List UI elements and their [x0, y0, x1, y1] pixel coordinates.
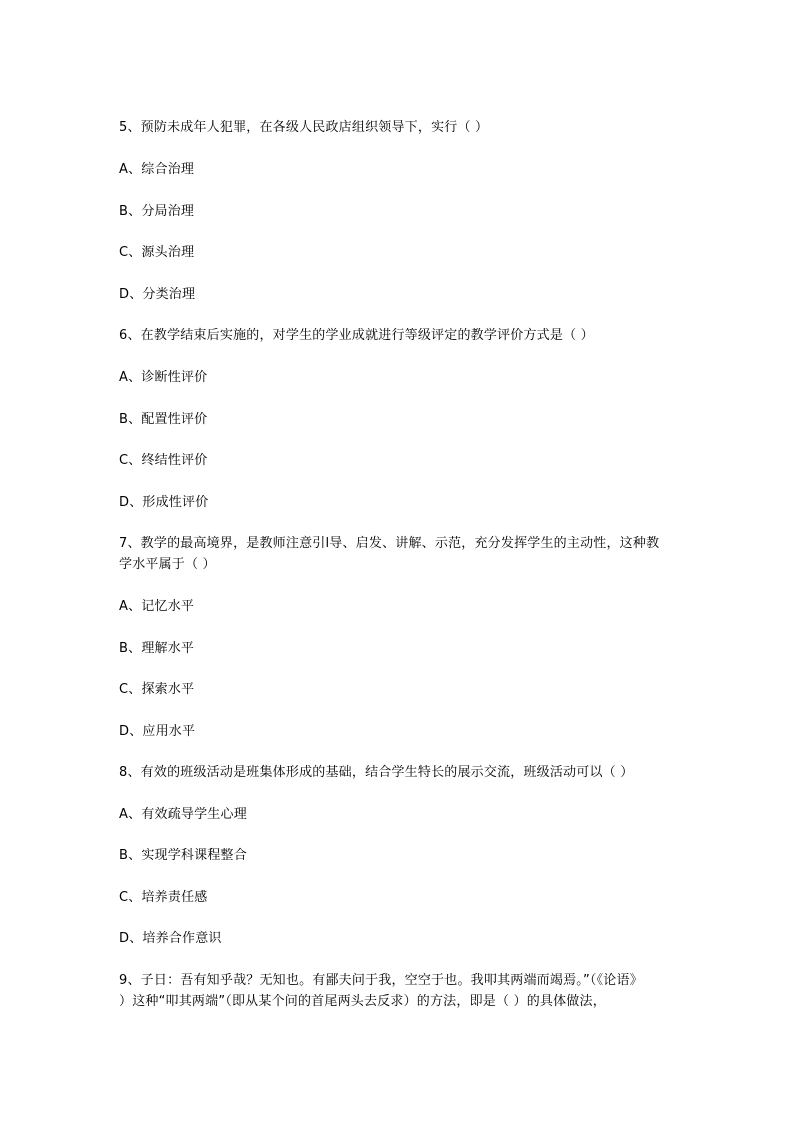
question-5-option-d: D、分类治理	[119, 287, 196, 302]
question-8-option-a: A、有效疏导学生心理	[119, 807, 247, 822]
question-5-option-b: B、分局治理	[119, 204, 195, 219]
question-7-stem-line-1: 7、教学的最高境界，是教师注意引l导、启发、讲解、示范，充分发挥学生的主动性，这种教	[119, 536, 660, 551]
question-6-option-d: D、形成性评价	[119, 495, 209, 510]
question-6-option-a: A、诊断性评价	[119, 370, 208, 385]
question-8-option-c: C、培养责任感	[119, 890, 208, 905]
question-6-option-b: B、配置性评价	[119, 412, 208, 427]
question-7-stem-line-2: 学水平属于（ ）	[119, 557, 216, 572]
question-6-stem: 6、在教学结束后实施的，对学生的学业成就进行等级评定的教学评价方式是（ ）	[119, 328, 594, 343]
question-7-option-b: B、理解水平	[119, 641, 195, 656]
question-5-option-c: C、源头治理	[119, 245, 195, 260]
question-8-option-b: B、实现学科课程整合	[119, 848, 247, 863]
question-9-stem-line-2: ）这种“叩其两端”（即从某个问的首尾两头去反求）的方法，即是（ ）的具体做法，	[119, 994, 606, 1009]
question-7-option-a: A、记忆水平	[119, 599, 195, 614]
question-8-stem: 8、有效的班级活动是班集体形成的基础，结合学生特长的展示交流，班级活动可以（ ）	[119, 765, 634, 780]
question-9-stem-line-1: 9、子日：吾有知乎哉？无知也。有鄙夫问于我，空空于也。我叩其两端而竭焉。”（《论语》	[119, 973, 643, 988]
question-7-option-c: C、探索水平	[119, 682, 195, 697]
question-7-option-d: D、应用水平	[119, 724, 196, 739]
question-6-option-c: C、终结性评价	[119, 453, 208, 468]
question-5-stem: 5、预防未成年人犯罪，在各级人民政店组织领导下，实行（ ）	[119, 120, 489, 135]
question-8-option-d: D、培养合作意识	[119, 931, 222, 946]
question-5-option-a: A、综合治理	[119, 162, 195, 177]
